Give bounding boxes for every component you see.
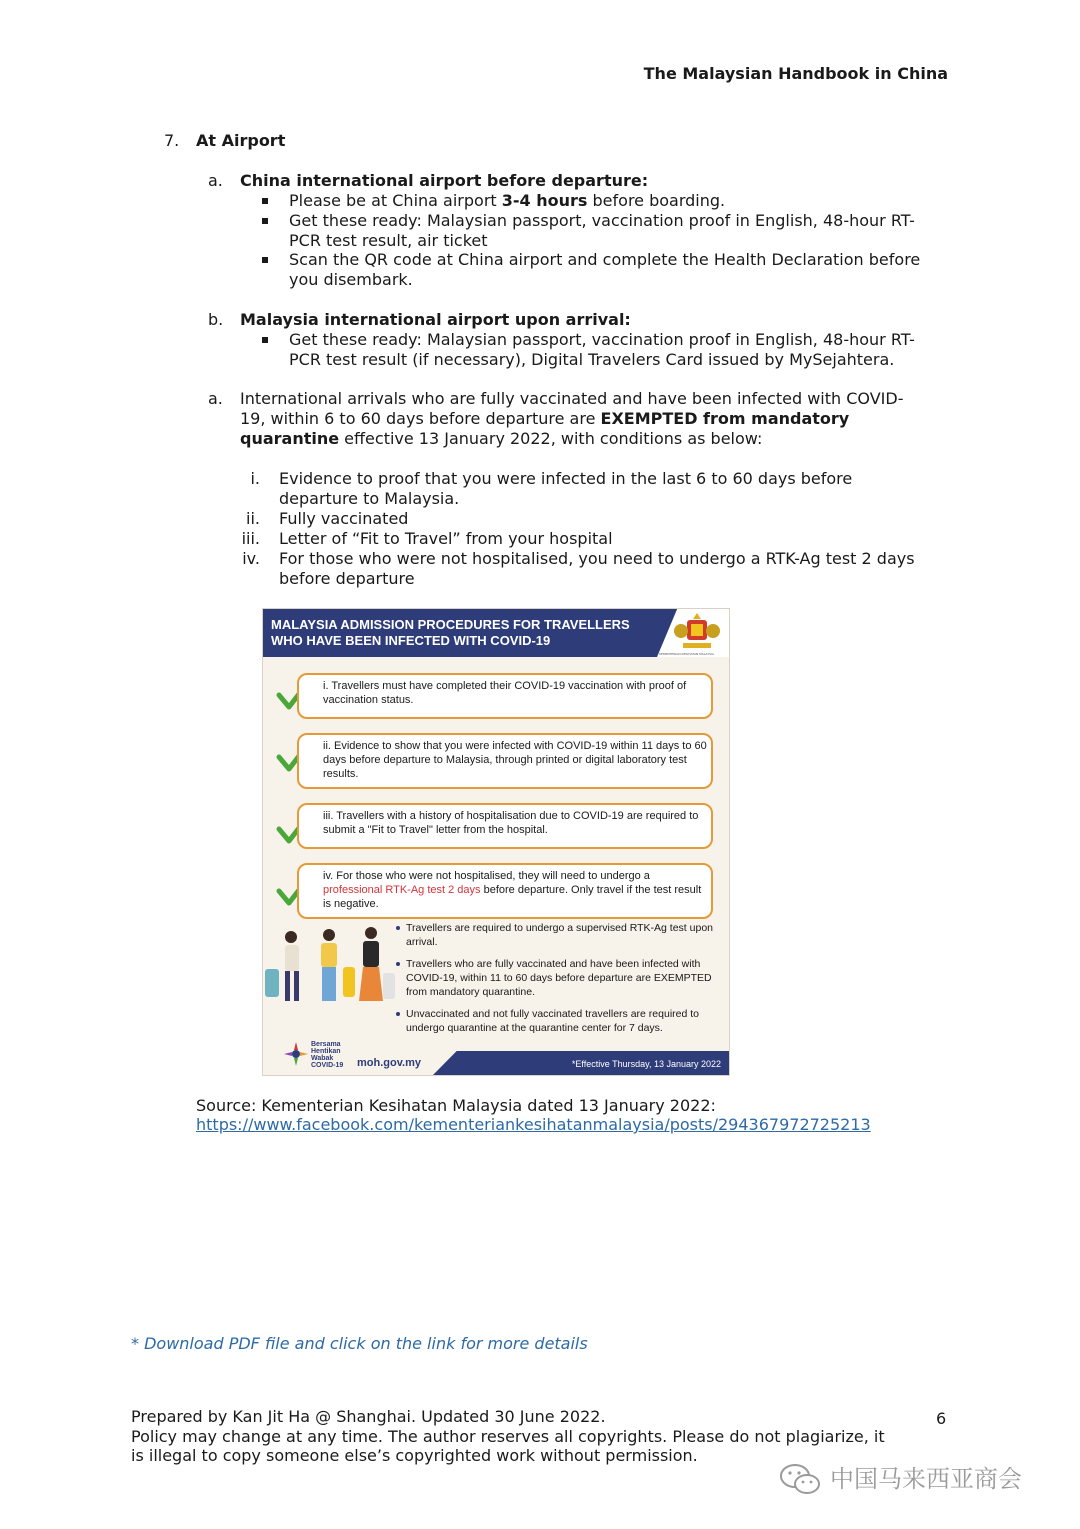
watermark-text: 中国马来西亚商会 <box>830 1465 1022 1493</box>
roman-marker: iii. <box>241 529 260 548</box>
part-a-bullet-1: Please be at China airport 3-4 hours before boarding. <box>289 191 726 210</box>
requirement-box-1: i. Travellers must have completed their COVID-19 vaccination with proof of vaccination status. <box>297 673 713 719</box>
infographic-title: MALAYSIA ADMISSION PROCEDURES FOR TRAVELLERS WHO HAVE BEEN INFECTED WITH COVID-19 <box>271 617 630 648</box>
roman-marker: ii. <box>246 509 260 528</box>
admission-infographic <box>262 608 730 1076</box>
campaign-logo-icon <box>283 1041 309 1067</box>
bullet-square <box>262 257 268 263</box>
footer-policy-line2: is illegal to copy someone else’s copyrighted work without permission. <box>131 1446 698 1465</box>
page-header-title: The Malaysian Handbook in China <box>643 64 948 83</box>
requirement-box-3: iii. Travellers with a history of hospitalisation due to COVID-19 are required to submit a "Fit to Travel" letter from the hospital. <box>297 803 713 849</box>
part-b-bullet-1-line2: PCR test result (if necessary), Digital Travelers Card issued by MySejahtera. <box>289 350 895 369</box>
effective-date: *Effective Thursday, 13 January 2022 <box>571 1059 721 1069</box>
campaign-label: Bersama Hentikan Wabak COVID-19 <box>311 1041 344 1069</box>
malaysia-crest-icon <box>671 611 723 655</box>
part-b-title: Malaysia international airport upon arrival: <box>240 310 631 329</box>
part-c-line2: 19, within 6 to 60 days before departure are EXEMPTED from mandatory <box>240 409 850 428</box>
condition-item-4-line2: before departure <box>279 569 415 588</box>
requirement-box-2: ii. Evidence to show that you were infected with COVID-19 within 11 days to 60 days before departure to Malaysia, through printed or digital laboratory test results. <box>297 733 713 789</box>
section-number: 7. <box>164 131 180 150</box>
crest-caption: KEMENTERIAN KESIHATAN MALAYSIA <box>659 653 714 656</box>
infographic-notes <box>403 921 719 1043</box>
note-item: Travellers are required to undergo a supervised RTK-Ag test upon arrival. <box>403 921 719 949</box>
part-c-marker: a. <box>208 389 223 408</box>
part-c-line3: quarantine effective 13 January 2022, with conditions as below: <box>240 429 763 448</box>
requirement-box-4: iv. For those who were not hospitalised, they will need to undergo a professional RTK-Ag test 2 days before departure. Only travel if the test result is negative. <box>297 863 713 919</box>
bullet-square <box>262 218 268 224</box>
infographic-footer <box>263 1041 729 1075</box>
part-a-bullet-2-line2: PCR test result, air ticket <box>289 231 488 250</box>
part-a-bullet-3-line1: Scan the QR code at China airport and complete the Health Declaration before <box>289 250 921 269</box>
roman-marker: iv. <box>242 549 260 568</box>
part-a-title: China international airport before departure: <box>240 171 649 190</box>
condition-item-2: Fully vaccinated <box>279 509 409 528</box>
part-a-bullet-3-line2: you disembark. <box>289 270 413 289</box>
source-link[interactable]: https://www.facebook.com/kementeriankesihatanmalaysia/posts/294367972725213 <box>196 1115 871 1134</box>
note-item: Unvaccinated and not fully vaccinated travellers are required to undergo quarantine at the quarantine center for 7 days. <box>403 1007 719 1035</box>
part-a-bullet-2-line1: Get these ready: Malaysian passport, vaccination proof in English, 48-hour RT- <box>289 211 915 230</box>
infographic-header <box>263 609 729 657</box>
footer-policy-line1: Policy may change at any time. The author reserves all copyrights. Please do not plagiarize, it <box>131 1427 885 1446</box>
download-note: * Download PDF file and click on the link for more details <box>131 1334 588 1353</box>
travellers-illustration <box>263 919 403 1011</box>
part-c-line1: International arrivals who are fully vaccinated and have been infected with COVID- <box>240 389 904 408</box>
footer-prepared-by: Prepared by Kan Jit Ha @ Shanghai. Updated 30 June 2022. <box>131 1407 606 1426</box>
part-b-marker: b. <box>208 310 224 329</box>
bullet-square <box>262 337 268 343</box>
moh-website: moh.gov.my <box>357 1057 421 1069</box>
condition-item-1-line2: departure to Malaysia. <box>279 489 460 508</box>
page-number: 6 <box>936 1409 947 1428</box>
part-b-bullet-1-line1: Get these ready: Malaysian passport, vaccination proof in English, 48-hour RT- <box>289 330 915 349</box>
note-item: Travellers who are fully vaccinated and have been infected with COVID-19, within 11 to 60 days before departure are EXEMPTED from mandatory quarantine. <box>403 957 719 999</box>
source-label: Source: Kementerian Kesihatan Malaysia dated 13 January 2022: <box>196 1096 716 1115</box>
wechat-icon <box>778 1462 822 1498</box>
section-title: At Airport <box>196 131 286 150</box>
condition-item-1-line1: Evidence to proof that you were infected in the last 6 to 60 days before <box>279 469 853 488</box>
bullet-square <box>262 198 268 204</box>
roman-marker: i. <box>250 469 260 488</box>
condition-item-4-line1: For those who were not hospitalised, you need to undergo a RTK-Ag test 2 days <box>279 549 915 568</box>
part-a-marker: a. <box>208 171 223 190</box>
condition-item-3: Letter of “Fit to Travel” from your hospital <box>279 529 613 548</box>
